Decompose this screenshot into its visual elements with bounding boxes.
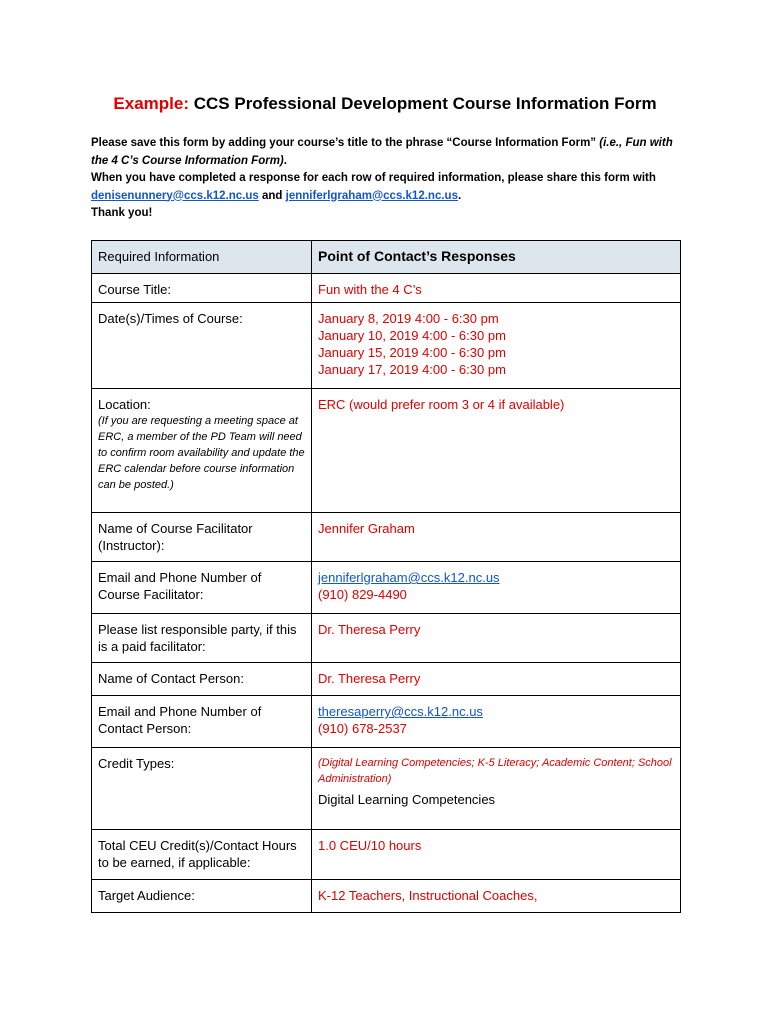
location-value: ERC (would prefer room 3 or 4 if available) — [312, 389, 681, 513]
table-row — [92, 303, 681, 389]
facilitator-contact-value — [312, 562, 681, 614]
table-row — [92, 830, 681, 880]
audience-value: K-12 Teachers, Instructional Coaches, — [312, 880, 681, 913]
header-required-info: Required Information — [92, 241, 312, 274]
row-label: Total CEU Credit(s)/Contact Hours to be earned, if applicable: — [92, 830, 312, 880]
instructions — [91, 135, 691, 223]
title-text: CCS Professional Development Course Information Form — [193, 94, 657, 113]
credit-types-note: (Digital Learning Competencies; K-5 Literacy; Academic Content; School Administration) — [318, 757, 672, 785]
table-row — [92, 274, 681, 303]
credit-type-selected: Digital Learning Competencies — [318, 792, 496, 807]
facilitator-value: Jennifer Graham — [312, 513, 681, 562]
thank-you-text: Thank you! — [91, 207, 153, 219]
email-link-denise[interactable]: denisenunnery@ccs.k12.nc.us — [91, 189, 259, 202]
row-label: Location: (If you are requesting a meeting space at ERC, a member of the PD Team will need to confirm room availability and update the ERC calendar before course information can be posted.) — [92, 389, 312, 513]
location-note: (If you are requesting a meeting space at ERC, a member of the PD Team will need to confirm room availability and update the ERC calendar before course information can be posted.) — [98, 415, 305, 491]
responsible-party-value: Dr. Theresa Perry — [312, 614, 681, 663]
instructions-line-1: Please save this form by adding your course’s title to the phrase “Course Information Form” (i.e., Fun with the 4 C’s Course Information Form). — [91, 137, 673, 167]
table-row — [92, 513, 681, 562]
row-label: Date(s)/Times of Course: — [92, 303, 312, 389]
course-info-table — [91, 240, 681, 913]
email-link-jennifer[interactable]: jenniferlgraham@ccs.k12.nc.us — [285, 189, 458, 202]
row-label: Please list responsible party, if this is a paid facilitator: — [92, 614, 312, 663]
contact-email-link[interactable]: theresaperry@ccs.k12.nc.us — [318, 704, 483, 719]
instructions-line-2: When you have completed a response for each row of required information, please share this form with denisenunnery@ccs.k12.nc.us and jenniferlgraham@ccs.k12.nc.us. — [91, 172, 656, 202]
row-label: Email and Phone Number of Contact Person: — [92, 696, 312, 748]
table-row — [92, 562, 681, 614]
row-label: Target Audience: — [92, 880, 312, 913]
facilitator-email-link[interactable]: jenniferlgraham@ccs.k12.nc.us — [318, 570, 500, 585]
dates-value: January 8, 2019 4:00 - 6:30 pm January 10, 2019 4:00 - 6:30 pm January 15, 2019 4:00 - 6:30 pm January 17, 2019 4:00 - 6:30 pm — [312, 303, 681, 389]
contact-person-value: Dr. Theresa Perry — [312, 663, 681, 696]
facilitator-phone: (910) 829-4490 — [318, 587, 407, 602]
title-prefix: Example: — [113, 94, 189, 113]
row-label: Credit Types: — [92, 748, 312, 830]
row-label: Email and Phone Number of Course Facilitator: — [92, 562, 312, 614]
contact-phone: (910) 678-2537 — [318, 721, 407, 736]
row-label: Name of Course Facilitator (Instructor): — [92, 513, 312, 562]
credit-types-value — [312, 748, 681, 830]
course-title-value: Fun with the 4 C’s — [312, 274, 681, 303]
table-row — [92, 748, 681, 830]
row-label: Course Title: — [92, 274, 312, 303]
contact-person-contact-value — [312, 696, 681, 748]
table-row — [92, 389, 681, 513]
row-label: Name of Contact Person: — [92, 663, 312, 696]
header-responses: Point of Contact’s Responses — [312, 241, 681, 274]
table-row — [92, 696, 681, 748]
table-row — [92, 614, 681, 663]
ceu-value: 1.0 CEU/10 hours — [312, 830, 681, 880]
table-header-row — [92, 241, 681, 274]
page-title — [0, 94, 770, 114]
table-row — [92, 880, 681, 913]
table-row — [92, 663, 681, 696]
instructions-example: (i.e., Fun with the 4 C’s Course Information Form) — [91, 137, 673, 167]
